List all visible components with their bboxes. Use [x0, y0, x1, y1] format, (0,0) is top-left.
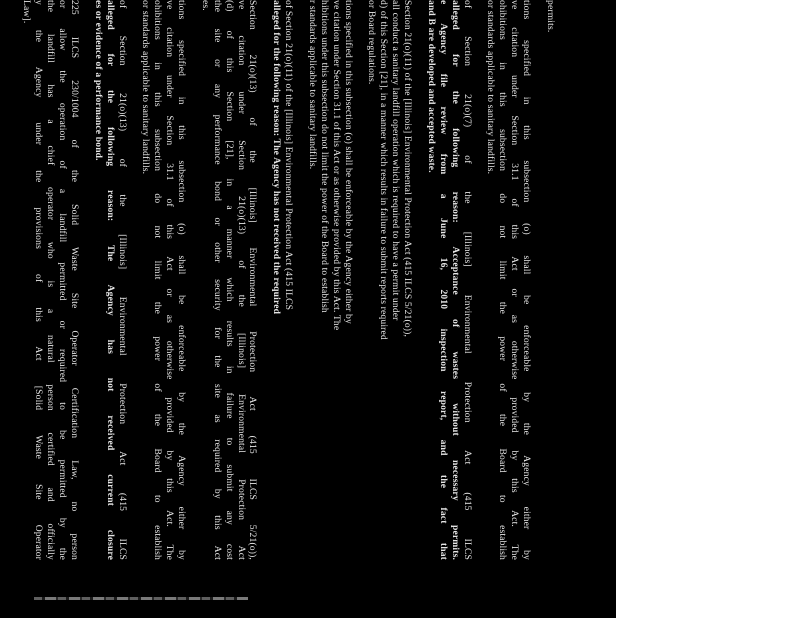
text-line: y the Agency under the provisions of this Act [Solid Waste Site Operator — [33, 0, 45, 560]
text-line: r standards applicable to sanitary landfills. — [307, 0, 318, 170]
text-line: ve citation under Section 31.1 of this Act or as otherwise provided by this Act. The — [330, 0, 342, 331]
text-line: tions specified in this subsection (o) shall be enforceable by the Agency either by — [521, 0, 533, 560]
text-line: alleged for the following reason: The Agency has not received the required — [271, 0, 283, 315]
text-line: alleged for the following reason: The Agency has not received current closure — [104, 0, 116, 560]
text-line: of Section 21(o)(13) of the [Illinois] Environmental Protection Act (415 ILCS — [116, 0, 128, 560]
text-line: ohibitions in this subsection do not limit the power of the Board to establish — [152, 0, 164, 560]
text-line: ohibitions in this subsection do not limit the power of the Board to establish — [497, 0, 509, 560]
text-line: hibitions under this subsection do not limit the power of the Board to establish — [318, 0, 330, 313]
text-line: ve citation under Section 31.1 of this Act or as otherwise provided by this Act. The — [509, 0, 521, 560]
text-line: Law]. — [21, 0, 33, 24]
footer-scan-artifact — [34, 597, 248, 600]
text-line: es or evidence of a performance bond. — [92, 0, 104, 161]
page-number: 2 — [200, 518, 205, 529]
text-line: ve citation under Section 31.1 of this Act or as otherwise provided by this Act. The — [164, 0, 176, 560]
text-line: or standards applicable to sanitary landfills. — [140, 0, 152, 175]
text-line: d) of this Section [21], in a manner which results in failure to submit reports required — [378, 0, 390, 340]
text-line: Section 21(o)(13) of the [Illinois] Environmental Protection Act (415 ILCS 5/21(o)), — [247, 0, 259, 560]
text-line: the site or any performance bond or other security for the site as required by this Act — [211, 0, 223, 560]
text-line: tions specified in this subsection (o) shall be enforceable by the Agency either by — [342, 0, 354, 324]
text-line: and B are developed and accepted waste. — [426, 0, 437, 173]
text-line: the landfill has a chief operator who is a natural person certified and officially — [45, 0, 57, 560]
text-line: all conduct a sanitary landfill operation which is required to have a permit under — [390, 0, 402, 321]
text-line: of Section 21(o)(11) of the [Illinois] Environmental Protection Act (415 ILCS — [283, 0, 295, 311]
text-line: or allow the operation of a landfill permitted or required to be permitted by the — [57, 0, 69, 560]
text-line: es. — [199, 0, 211, 11]
text-line: (d) of this Section [21], in a manner which results in failure to submit any cost — [223, 0, 235, 560]
text-line: e Agency file review from a June 16, 2010 inspection report, and the fact that — [437, 0, 449, 560]
text-line: of Section 21(o)(7) of the [Illinois] Environmental Protection Act (415 ILCS — [461, 0, 473, 560]
text-line: Section 21(o)(11) of the [Illinois] Environmental Protection Act (415 ILCS 5/21(o)), — [402, 0, 414, 338]
text-line: tions specified in this subsection (o) shall be enforceable by the Agency either by — [176, 0, 188, 560]
text-line: ve citation under Section 21(o)(13) of the [Illinois] Environmental Protection Act — [235, 0, 247, 560]
text-line: alleged for the following reason: Acceptance of wastes without necessary permits. — [449, 0, 461, 560]
text-line: or standards applicable to sanitary landfills. — [485, 0, 497, 175]
text-line: permits. — [545, 0, 556, 33]
text-line: 225 ILCS 230/1004 of the Solid Waste Site Operator Certification Law, no person — [69, 0, 80, 560]
rotated-text-block — [21, 0, 558, 560]
text-line: or Board regulations. — [366, 0, 378, 85]
